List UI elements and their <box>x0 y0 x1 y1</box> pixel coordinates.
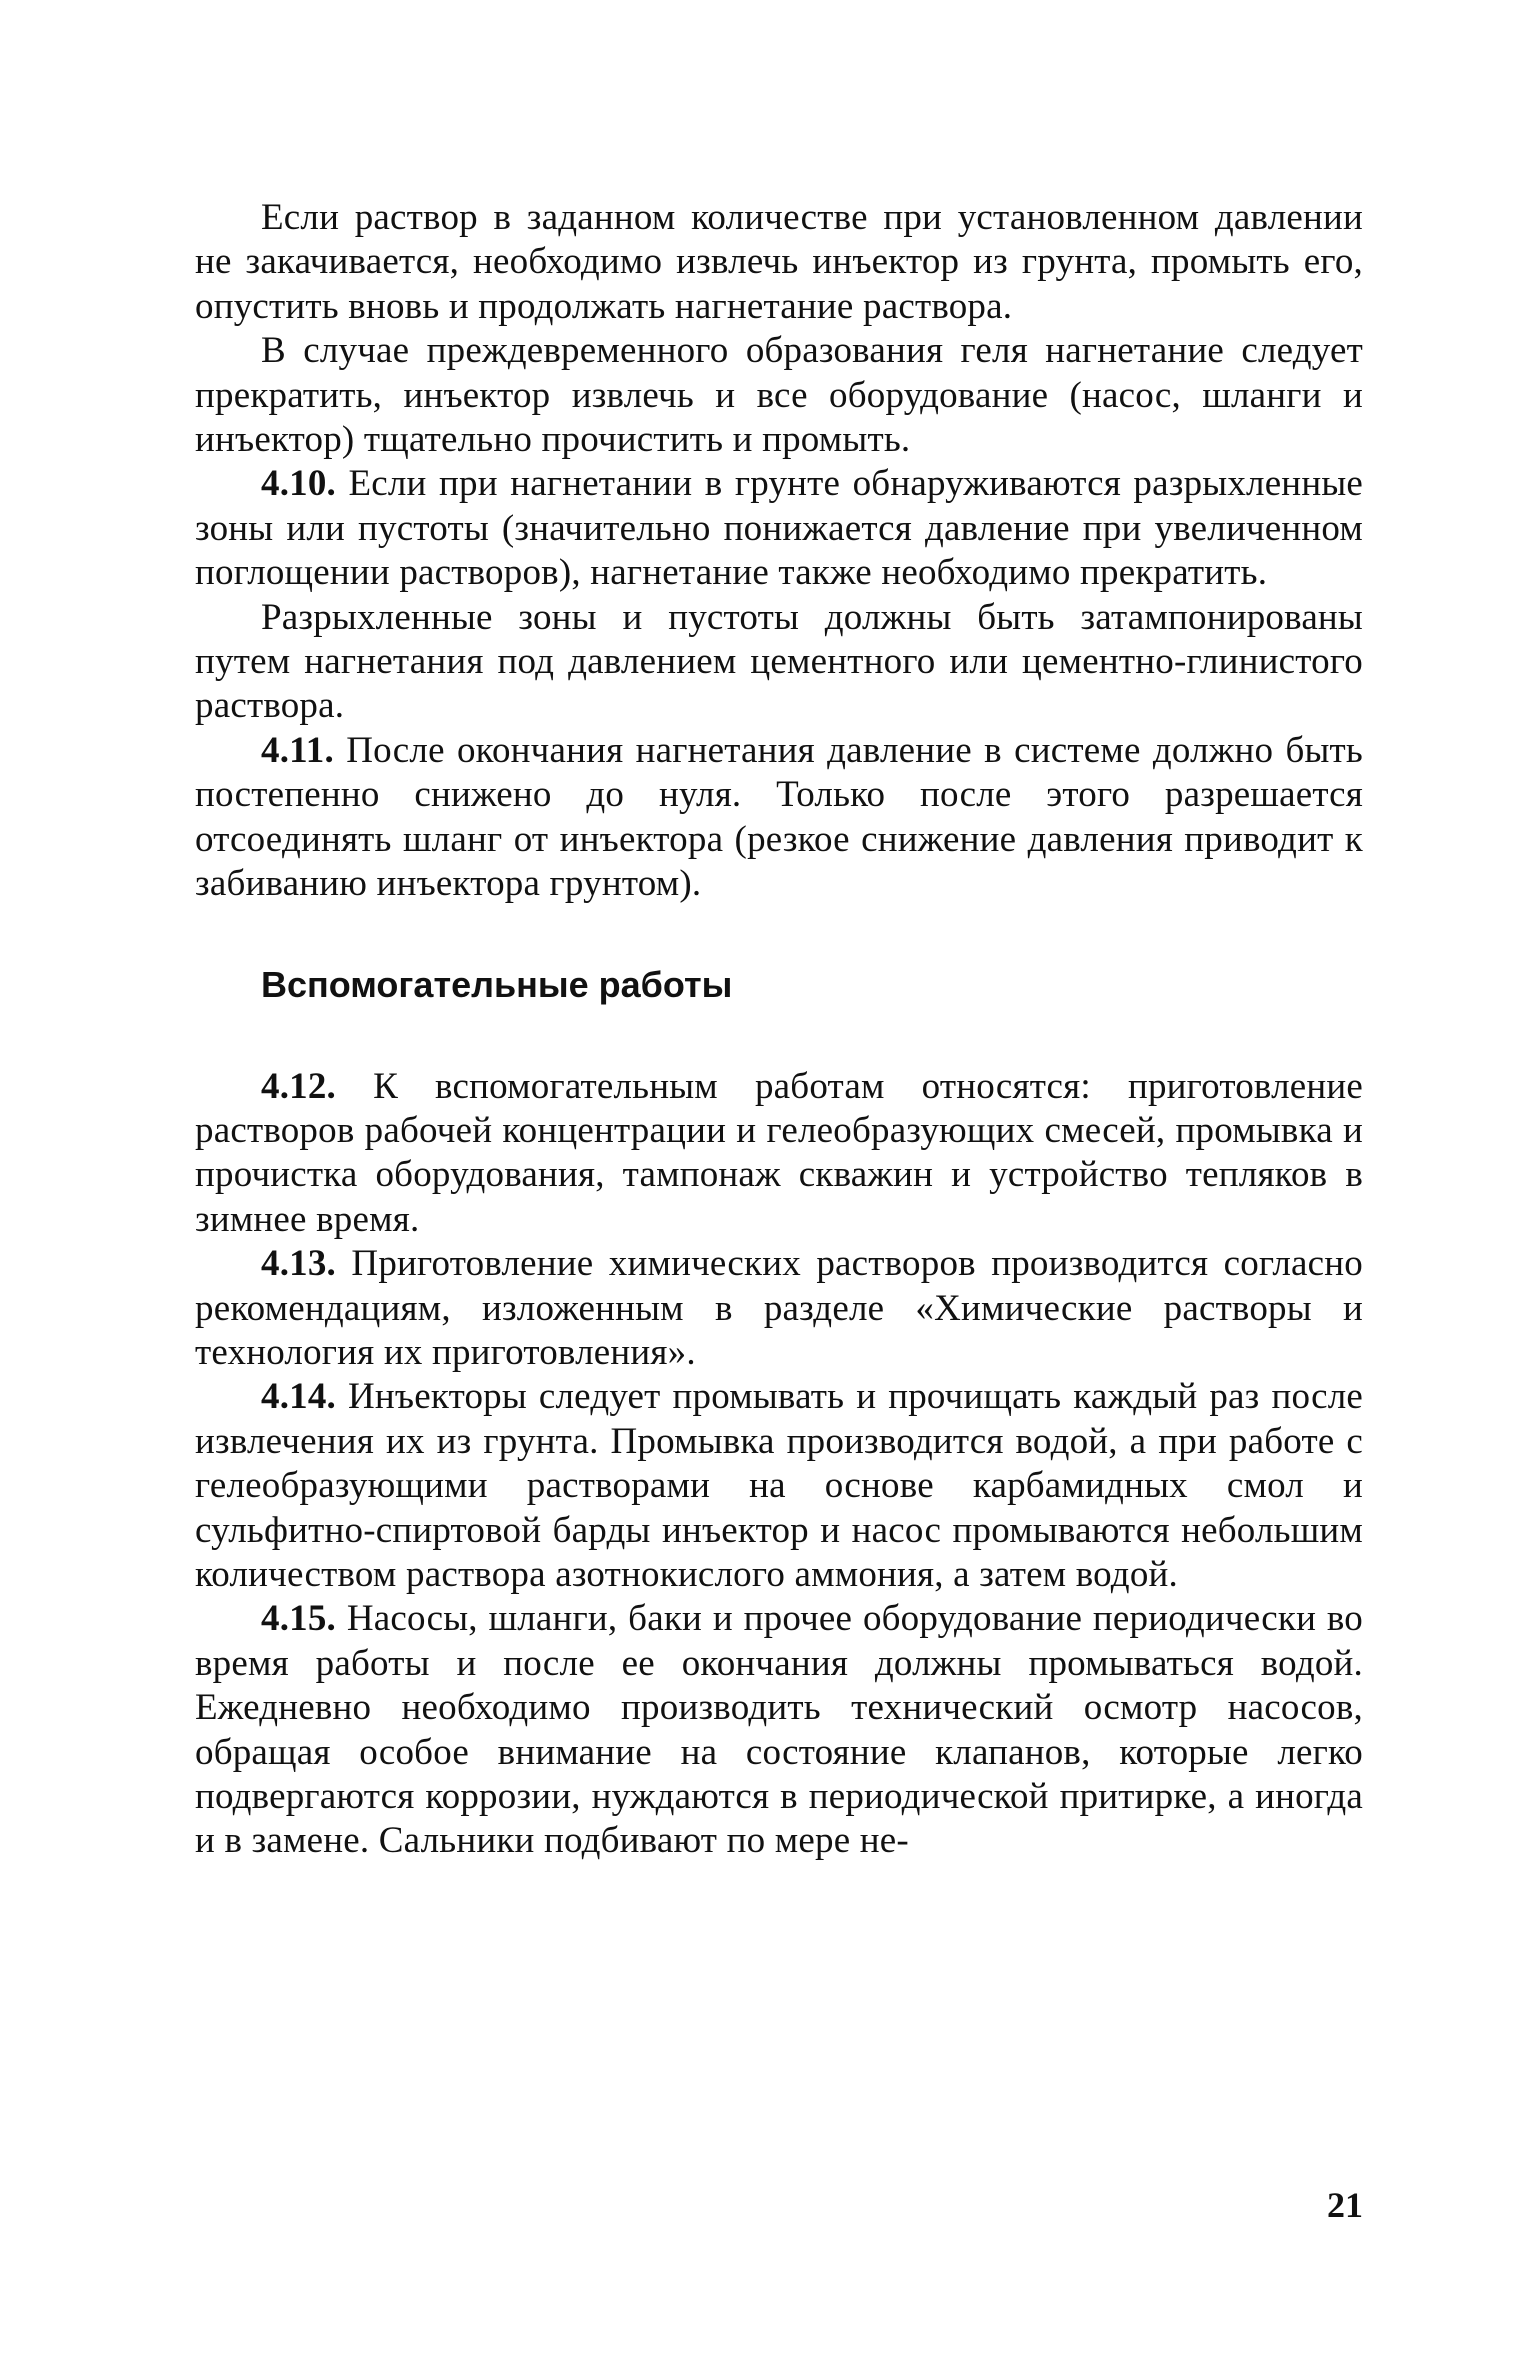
paragraph-4-text: Разрыхленные зоны и пустоты должны быть затампонированы путем нагнетания под давлением цементного или цементно-глинистого раствора. <box>195 596 1363 727</box>
section-number-4-13: 4.13. <box>261 1243 336 1285</box>
paragraph-4-14-text: Инъекторы следует промывать и прочищать каждый раз после извлечения их из грунта. Промывка производится водой, а при работе с гелеобразующими растворами на основе карбамидных смол и сульфитно-спиртовой барды инъектор и насос промываются небольшим количеством раствора азотнокислого аммония, а затем водой. <box>195 1376 1363 1595</box>
section-number-4-12: 4.12. <box>261 1065 336 1107</box>
section-number-4-11: 4.11. <box>261 729 334 771</box>
section-number-4-15: 4.15. <box>261 1598 336 1640</box>
paragraph-4-15-text: Насосы, шланги, баки и прочее оборудование периодически во время работы и после ее окончания должны промываться водой. Ежедневно необходимо производить технический осмотр насосов, обращая особое внимание на состояние клапанов, которые легко подвергаются коррозии, нуждаются в периодической притирке, а иногда и в замене. Сальники подбивают по мере не- <box>195 1598 1364 1862</box>
paragraph-4-10 <box>195 462 1363 595</box>
paragraph-4-14 <box>195 1375 1363 1597</box>
paragraph-4-15 <box>195 1597 1363 1863</box>
section-number-4-14: 4.14. <box>261 1376 336 1418</box>
section-heading: Вспомогательные работы <box>261 963 733 1005</box>
paragraph-4-11-text: После окончания нагнетания давление в системе должно быть постепенно снижено до нуля. Только после этого разрешается отсоединять шланг от инъектора (резкое снижение давления приводит к забиванию инъектора грунтом). <box>195 729 1364 905</box>
paragraph-4-12 <box>195 1065 1363 1243</box>
paragraph-4-11 <box>195 729 1363 907</box>
paragraph-1-text: Если раствор в заданном количестве при установленном давлении не закачивается, необходимо извлечь инъектор из грунта, промыть его, опустить вновь и продолжать нагнетание раствора. <box>195 197 1363 327</box>
paragraph-4-12-text: К вспомогательным работам относятся: приготовление растворов рабочей концентрации и гелеобразующих смесей, промывка и прочистка оборудования, тампонаж скважин и устройство тепляков в зимнее время. <box>195 1065 1363 1240</box>
document-page <box>195 196 1363 1864</box>
paragraph-4 <box>195 596 1363 729</box>
paragraph-1 <box>195 196 1363 329</box>
page-number: 21 <box>1327 2185 1363 2225</box>
paragraph-2 <box>195 329 1363 462</box>
section-number-4-10: 4.10. <box>261 463 336 505</box>
paragraph-4-10-text: Если при нагнетании в грунте обнаруживаются разрыхленные зоны или пустоты (значительно понижается давление при увеличенном поглощении растворов), нагнетание также необходимо прекратить. <box>195 463 1363 594</box>
paragraph-4-13-text: Приготовление химических растворов производится согласно рекомендациям, изложенным в разделе «Химические растворы и технология их приготовления». <box>195 1243 1363 1373</box>
paragraph-2-text: В случае преждевременного образования геля нагнетание следует прекратить, инъектор извлечь и все оборудование (насос, шланги и инъектор) тщательно прочистить и промыть. <box>195 330 1363 461</box>
paragraph-4-13 <box>195 1242 1363 1375</box>
